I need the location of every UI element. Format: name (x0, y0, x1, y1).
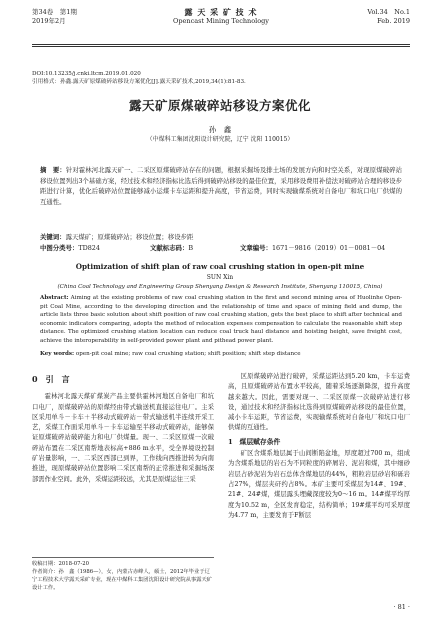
body-paragraph: 区原煤破碎站进行破碎，采煤运距达到5.20 km，卡车运费高，且原煤破碎站布置水平较高，随着采场逐渐降深，提升高度越来越大。因此，需要对现一、二采区原煤一次破碎站进行移设，通过技术和经济指标比选得到原煤破碎站移设的最佳位置，减小卡车运距，节省运费，实现输煤系统对自备电厂和坑口电厂供煤的互通性。 (228, 373, 410, 432)
classification-line (40, 243, 402, 253)
footnote-author: 作者简介：孙 鑫（1986—），女，内蒙古赤峰人，硕士，2012年毕业于辽宁工程技术大学露天采矿专业，现在中煤科工集团沈阳设计研究院从事露天矿设计工作。 (32, 569, 213, 591)
keywords-cn (40, 232, 402, 242)
header-volume: 第34卷 第1期 (32, 8, 77, 16)
footnote (32, 557, 214, 592)
doi: DOI:10.13235/j.cnki.ltcm.2019.01.020 (32, 71, 141, 77)
header-rule-top (32, 44, 410, 45)
section-heading-intro: 0 引 言 (32, 374, 70, 384)
abstract-cn (40, 165, 402, 207)
journal-title-en: Opencast Mining Technology (173, 17, 269, 25)
class-number (40, 243, 150, 253)
body-paragraph: 矿区含煤系地层属于山间断陷盆地，厚度超过700 m，组成为含煤系地层的岩石为不同粒度的碎屑岩、泥岩和煤，其中细砂岩层占砂泥岩为岩石总体含煤地层的44%，粗粒岩层砂岩和砾岩占27%，煤层夹矸约占8%。本矿主要可采煤层为14#、19#、21#、24#煤，煤层露头埋藏深度较为0～16 m。14#煤平均厚度为10.52 m，全区发育稳定，结构简单；19#煤平均可采厚度为4.77 m，主要发育于F断层 (228, 450, 410, 519)
page-number: · 81 · (393, 603, 410, 611)
header-date: 2019年2月 (32, 17, 66, 25)
article-title-en: Optimization of shift plan of raw coal crushing station in open-pit mine (75, 262, 365, 271)
abstract-en (40, 294, 402, 346)
keywords-en (40, 350, 402, 359)
abstract-en-label: Abstract: (40, 295, 69, 301)
author-en: SUN Xin (206, 274, 234, 281)
header-journal (32, 8, 410, 26)
keywords-cn-text: 露天煤矿；原煤破碎站；移设位置；移设步距 (65, 233, 194, 241)
keywords-en-label: Key words: (40, 351, 75, 357)
doc-code-label: 文献标志码： (150, 244, 189, 252)
class-label: 中图分类号： (40, 244, 79, 252)
article-number (240, 243, 385, 253)
header-vol-en: Vol.34 No.1 (367, 8, 410, 16)
class-value: TD824 (78, 244, 100, 252)
abstract-cn-label: 摘 要： (40, 166, 66, 174)
keywords-cn-label: 关键词： (40, 233, 66, 241)
article-no-label: 文章编号： (240, 244, 272, 252)
doc-code (150, 243, 240, 253)
section-heading-1: 1 煤层赋存条件 (228, 437, 281, 446)
citation-format: 引用格式：孙鑫.露天矿原煤破碎站移设方案优化[J].露天采矿技术,2019,34(1):81-83. (32, 79, 246, 85)
affiliation-en: (China Coal Technology and Engineering Group Shenyang Design & Research Institute, Shenyang 110015, China) (57, 284, 383, 290)
keywords-en-text: open-pit coal mine; raw coal crushing station; shift position; shift step distance (75, 351, 301, 357)
header-rule-bottom (32, 46, 410, 47)
body-paragraph: 霍林河北露天煤矿煤炭产品主要供霍林河地区自备电厂和坑口电厂，原煤破碎站的原煤经由带式输送机直接运往电厂。主采区采用单斗－卡车＋半移动式破碎站－带式输送机半连续开采工艺，采煤工作面采用单斗－卡车运输至半移动式破碎站，能够保证原煤破碎站破碎能力和电厂供煤量。现一、二采区原煤一次破碎站布置在二采区南帮地表标高+886 m水平，受全界境设控制矿岩量影响，一、二采区西部已到界，工作线向西推进转为向南推进，现原煤破碎站位置影响二采区南帮的正常推进和采掘场深部需作业空间。此外，采煤运距较远，尤其是原煤运往三采 (32, 393, 214, 483)
article-no-value: 1671－9816（2019）01－0081－04 (271, 244, 386, 252)
journal-title-cn: 露 天 采 矿 技 术 (184, 7, 258, 17)
doc-code-value: B (188, 244, 194, 252)
abstract-en-text: Aiming at the existing problems of raw coal crushing station in the first and second mining area of Huolinhe Open-pit Coal Mine, according to the developing direction and the relationship of time and space of mining field and dump, the article lists three basic solution about shift position of raw coal crushing station, gets the best place to shift after technical and economic indicators comparing, adopts the method of relocation expenses compensation to calculate the reasonable shift step distance. The optimized crushing station location can reduce coal truck haul distance and hoisting height, save freight cost, achieve the interoperability in self-provided power plant and pithead power plant. (40, 295, 403, 344)
doi-block (32, 70, 410, 86)
author-cn: 孙 鑫 (208, 125, 232, 134)
affiliation-cn: （中煤科工集团沈阳设计研究院，辽宁 沈阳 110015） (146, 136, 294, 143)
running-header (32, 8, 410, 42)
footnote-received: 收稿日期：2018-07-20 (32, 561, 90, 567)
header-volume-en (367, 8, 410, 26)
article-title-cn: 露天矿原煤破碎站移设方案优化 (128, 98, 311, 113)
abstract-cn-text: 针对霍林河北露天矿一、二采区原煤破碎站存在的问题，根据采掘场及排土场的发展方向和时空关系，对现原煤破碎站移设位置列出3个基础方案，经过技术和经济指标比选后得到破碎站移设的最佳位置，采用移设费用补偿法对破碎站合理的移设步距进行计算，优化后破碎站位置能够减小运煤卡车运距和提升高度，节省运费，同时实现输煤系统对自备电厂和坑口电厂供煤的互通性。 (40, 166, 403, 206)
body-column-left (32, 372, 214, 485)
header-date-en: Feb. 2019 (377, 17, 410, 25)
body-column-right (228, 372, 410, 521)
